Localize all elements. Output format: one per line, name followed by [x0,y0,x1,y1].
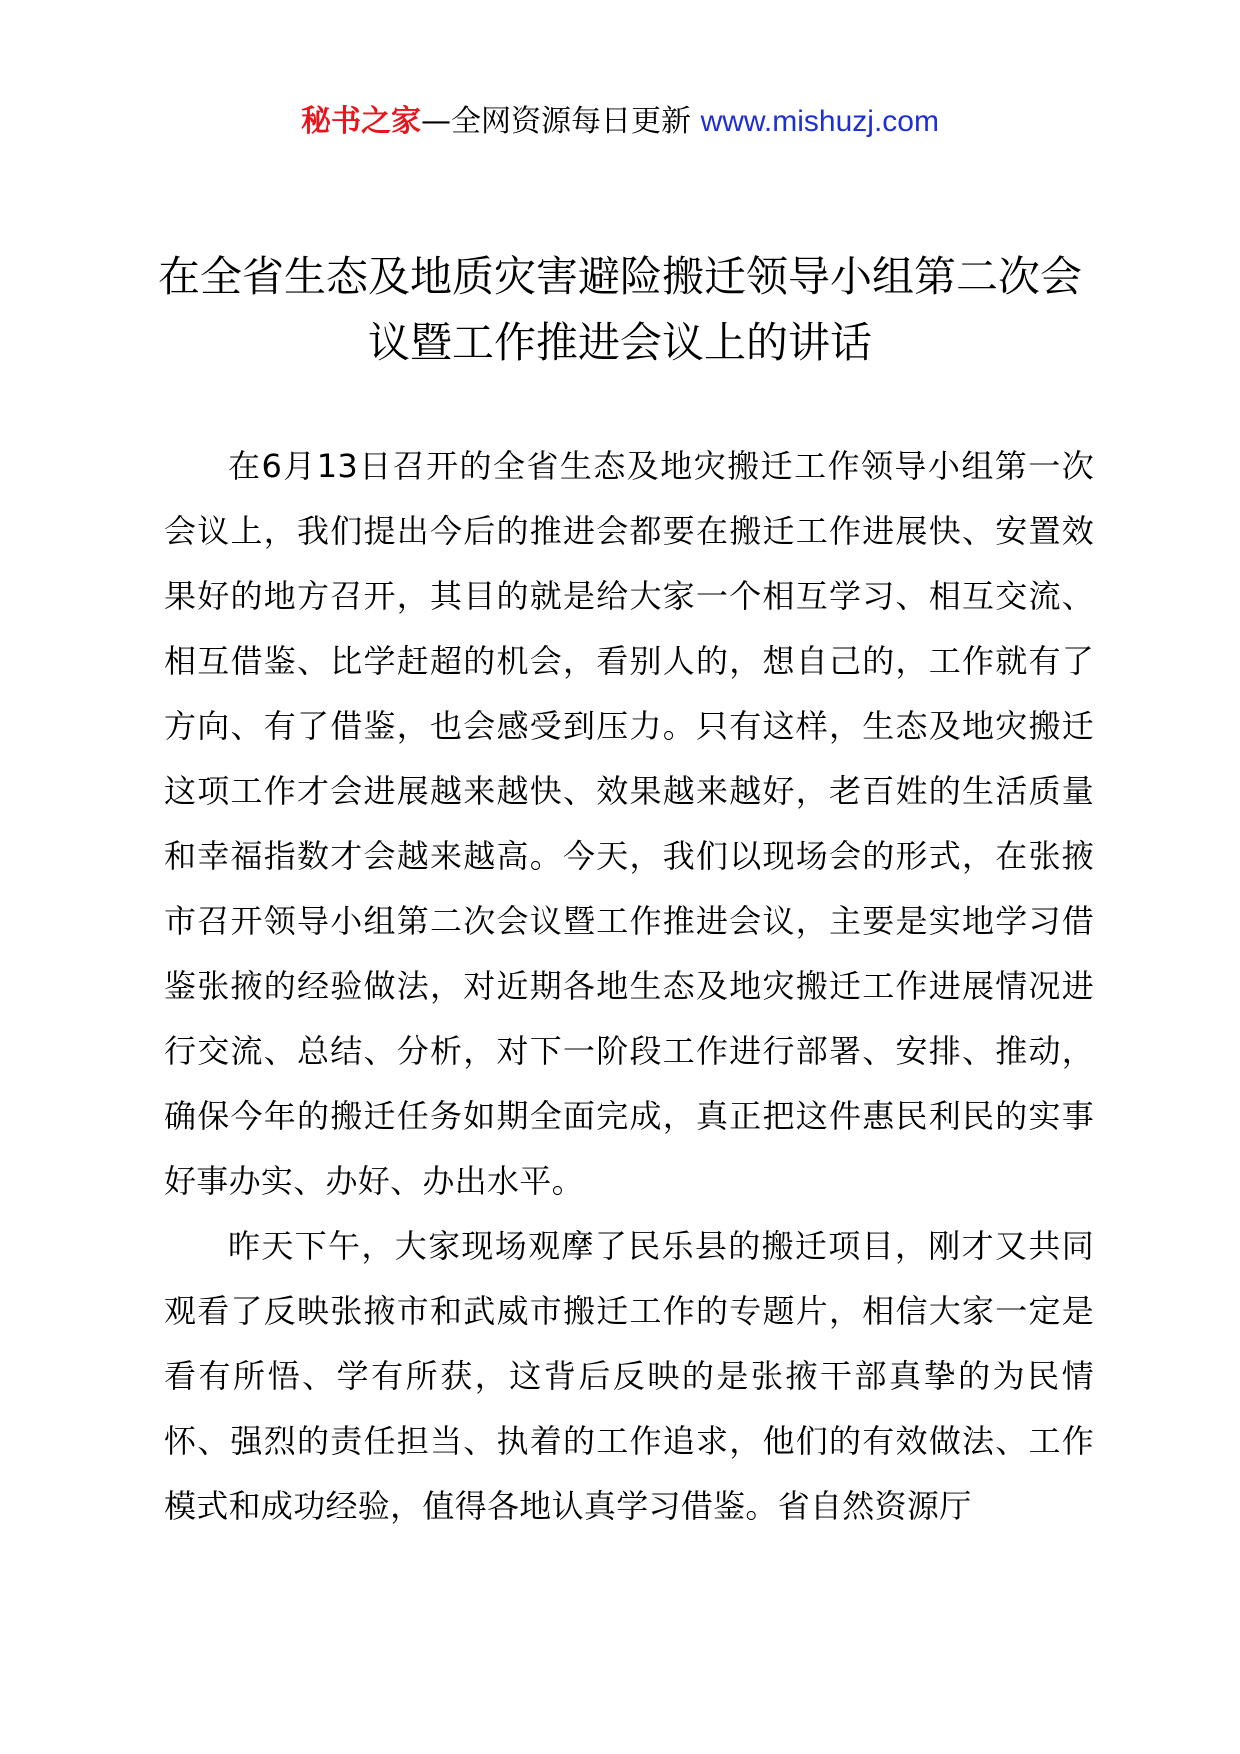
body-paragraph: 昨天下午，大家现场观摩了民乐县的搬迁项目，刚才又共同观看了反映张掖市和武威市搬迁工作的专题片，相信大家一定是看有所悟、学有所获，这背后反映的是张掖干部真挚的为民情怀、强烈的责任担当、执着的工作追求，他们的有效做法、工作模式和成功经验，值得各地认真学习借鉴。省自然资源厅 [164,1227,1094,1525]
body-paragraph: 在6月13日召开的全省生态及地灾搬迁工作领导小组第一次会议上，我们提出今后的推进会都要在搬迁工作进展快、安置效果好的地方召开，其目的就是给大家一个相互学习、相互交流、相互借鉴、比学赶超的机会，看别人的，想自己的，工作就有了方向、有了借鉴，也会感受到压力。只有这样，生态及地灾搬迁这项工作才会进展越来越快、效果越来越好，老百姓的生活质量和幸福指数才会越来越高。今天，我们以现场会的形式，在张掖市召开领导小组第二次会议暨工作推进会议，主要是实地学习借鉴张掖的经验做法，对近期各地生态及地灾搬迁工作进展情况进行交流、总结、分析，对下一阶段工作进行部署、安排、推动，确保今年的搬迁任务如期全面完成，真正把这件惠民利民的实事好事办实、办好、办出水平。 [164,447,1094,1200]
document-title: 在全省生态及地质灾害避险搬迁领导小组第二次会议暨工作推进会议上的讲话 [157,252,1082,367]
site-tagline: —全网资源每日更新 [421,104,701,139]
site-header [0,100,1240,144]
site-url-link[interactable]: www.mishuzj.com [700,105,939,138]
site-brand: 秘书之家 [301,104,422,139]
document-body [164,434,1094,1539]
